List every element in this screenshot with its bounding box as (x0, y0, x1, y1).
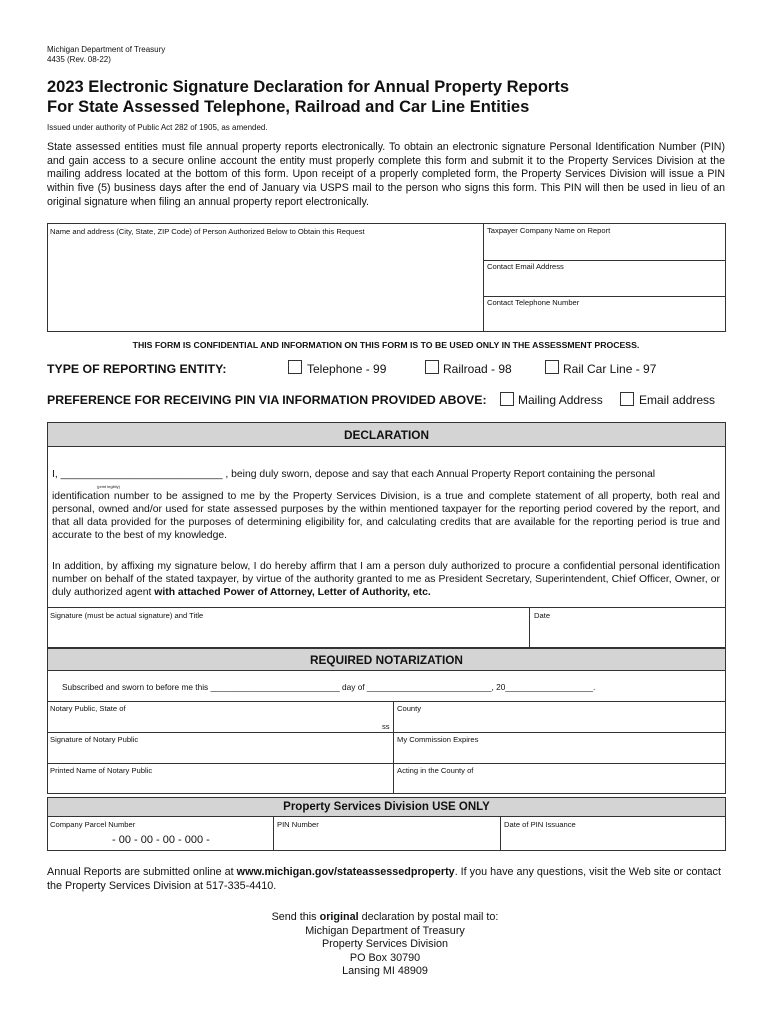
title-line-1: 2023 Electronic Signature Declaration for Annual Property Reports (47, 78, 570, 96)
footer-text-before: Annual Reports are submitted online at (47, 866, 237, 878)
phone-label: Contact Telephone Number (487, 298, 580, 307)
ss-mark: ss (382, 722, 390, 731)
notary-printed-name-field[interactable] (48, 775, 392, 793)
footer-note (47, 865, 727, 893)
mailing-address-option-label: Mailing Address (518, 393, 603, 407)
company-name-label: Taxpayer Company Name on Report (487, 226, 611, 235)
print-legibly-note: (print legibly) (97, 484, 120, 489)
declaration-date-label: Date (534, 611, 551, 620)
entity-row-divider-2 (483, 296, 726, 297)
parcel-number-value: - 00 - 00 - 00 - 000 - (112, 834, 210, 846)
footer-text-after: . If you have any questions, visit the Web site or contact the Property Services Division at 517-335-4410. (47, 866, 721, 892)
acting-county-label: Acting in the County of (397, 766, 474, 775)
mail-address-line-3: PO Box 30790 (349, 951, 421, 964)
parcel-number-label: Company Parcel Number (50, 820, 136, 829)
name-address-label: Name and address (City, State, ZIP Code) of Person Authorized Below to Obtain this Request (50, 227, 365, 236)
signature-date-divider (529, 607, 530, 648)
signature-row-divider (47, 607, 726, 608)
psd-use-heading: Property Services Division USE ONLY (47, 797, 726, 817)
send-after: declaration by postal mail to: (358, 911, 499, 923)
notary-column-divider (393, 701, 394, 794)
declaration-paragraph-2 (52, 561, 720, 600)
original-emphasis: original (319, 911, 359, 923)
power-of-attorney-note: with attached Power of Attorney, Letter of Authority, etc. (154, 586, 431, 598)
confidential-notice: THIS FORM IS CONFIDENTIAL AND INFORMATION ON THIS FORM IS TO BE USED ONLY IN THE ASSESSMENT PROCESS. (132, 340, 640, 350)
email-label: Contact Email Address (487, 262, 564, 271)
notary-row-divider-1 (47, 701, 726, 702)
pin-number-label: PIN Number (277, 820, 319, 829)
railroad-option-label: Railroad - 98 (443, 362, 512, 376)
notary-row-divider-2 (47, 732, 726, 733)
mail-address-line-2: Property Services Division (321, 938, 448, 951)
signature-label: Signature (must be actual signature) and Title (50, 611, 204, 620)
telephone-checkbox[interactable] (288, 360, 302, 374)
county-label: County (397, 704, 422, 713)
declaration-paragraph-1: identification number to be assigned to me by the Property Services Division, is a true and complete statement of all property, both real and personal, owned and/or used for state assessed purposes by the within mentioned taxpayer for the reporting period covered by the report, and that all data provided for the purposes of determining eligibility for, and calculating credits that are available for the reporting period is true and accurate to the best of my knowledge. (52, 491, 720, 541)
notary-state-field[interactable] (48, 713, 378, 731)
notary-signature-label: Signature of Notary Public (50, 735, 139, 744)
pin-preference-label: PREFERENCE FOR RECEIVING PIN VIA INFORMATION PROVIDED ABOVE: (47, 393, 487, 407)
department-name: Michigan Department of Treasury (47, 45, 166, 54)
psd-divider-1 (273, 817, 274, 851)
pin-issuance-date-label: Date of PIN Issuance (504, 820, 576, 829)
mail-address-line-1: Michigan Department of Treasury (305, 924, 465, 937)
email-address-option-label: Email address (639, 393, 716, 407)
authority-note: Issued under authority of Public Act 282 of 1905, as amended. (47, 123, 268, 132)
entity-row-divider-1 (483, 260, 726, 261)
notary-printed-name-label: Printed Name of Notary Public (50, 766, 153, 775)
rail-car-line-option-label: Rail Car Line - 97 (563, 362, 657, 376)
name-address-field[interactable] (48, 238, 482, 331)
company-name-field[interactable] (484, 236, 725, 259)
website-link[interactable]: www.michigan.gov/stateassessedproperty (236, 866, 455, 878)
mail-address-line-4: Lansing MI 48909 (342, 965, 428, 978)
notary-state-label: Notary Public, State of (50, 704, 126, 713)
send-before: Send this (271, 911, 320, 923)
notarization-heading: REQUIRED NOTARIZATION (47, 648, 726, 671)
county-field[interactable] (395, 713, 725, 731)
mailing-instructions (47, 911, 723, 979)
phone-field[interactable] (484, 308, 725, 331)
notary-signature-field[interactable] (48, 744, 392, 762)
email-address-checkbox[interactable] (620, 392, 634, 406)
rail-car-line-checkbox[interactable] (545, 360, 559, 374)
telephone-option-label: Telephone - 99 (307, 362, 387, 376)
email-field[interactable] (484, 272, 725, 295)
intro-paragraph: State assessed entities must file annual property reports electronically. To obtain an electronic signature Personal Identification Number (PIN) and gain access to a secure online account the entity must properly complete this form and submit it to the Property Services Division at the mailing address located at the bottom of this form. Upon receipt of a properly completed form, the Property Services Division will issue a PIN within five (5) business days after the end of January via USPS mail to the person who signs this form. This PIN will then be used in lieu of an original signature when filing an annual property report electronically. (47, 141, 725, 208)
acting-county-field[interactable] (395, 775, 725, 793)
declaration-heading: DECLARATION (47, 422, 726, 447)
form-title (47, 77, 737, 117)
psd-divider-2 (500, 817, 501, 851)
railroad-checkbox[interactable] (425, 360, 439, 374)
title-line-2: For State Assessed Telephone, Railroad and Car Line Entities (47, 98, 530, 116)
declaration-paragraph-2-text: In addition, by affixing my signature below, I do hereby affirm that I am a person duly authorized to procure a confidential personal identification number on behalf of the stated taxpayer, by virtue of the authority granted to me as President Secretary, Superintendent, Chief Officer, Owner, or duly authorized agent (52, 561, 720, 598)
reporting-entity-label: TYPE OF REPORTING ENTITY: (47, 362, 227, 376)
mailing-address-checkbox[interactable] (500, 392, 514, 406)
form-number: 4435 (Rev. 08-22) (47, 55, 111, 64)
send-instruction (47, 911, 723, 925)
signature-field[interactable] (48, 620, 528, 647)
declaration-line-1: I, ____________________________ , being duly sworn, depose and say that each Annual Property Report containing the personal (52, 469, 656, 480)
form-header (47, 45, 165, 65)
notary-row-divider-3 (47, 763, 726, 764)
declaration-date-field[interactable] (531, 620, 725, 647)
commission-expires-label: My Commission Expires (397, 735, 479, 744)
subscribed-line: Subscribed and sworn to before me this ____________________________ day of ___________________________, 20___________________. (62, 682, 596, 692)
commission-expires-field[interactable] (395, 744, 725, 762)
